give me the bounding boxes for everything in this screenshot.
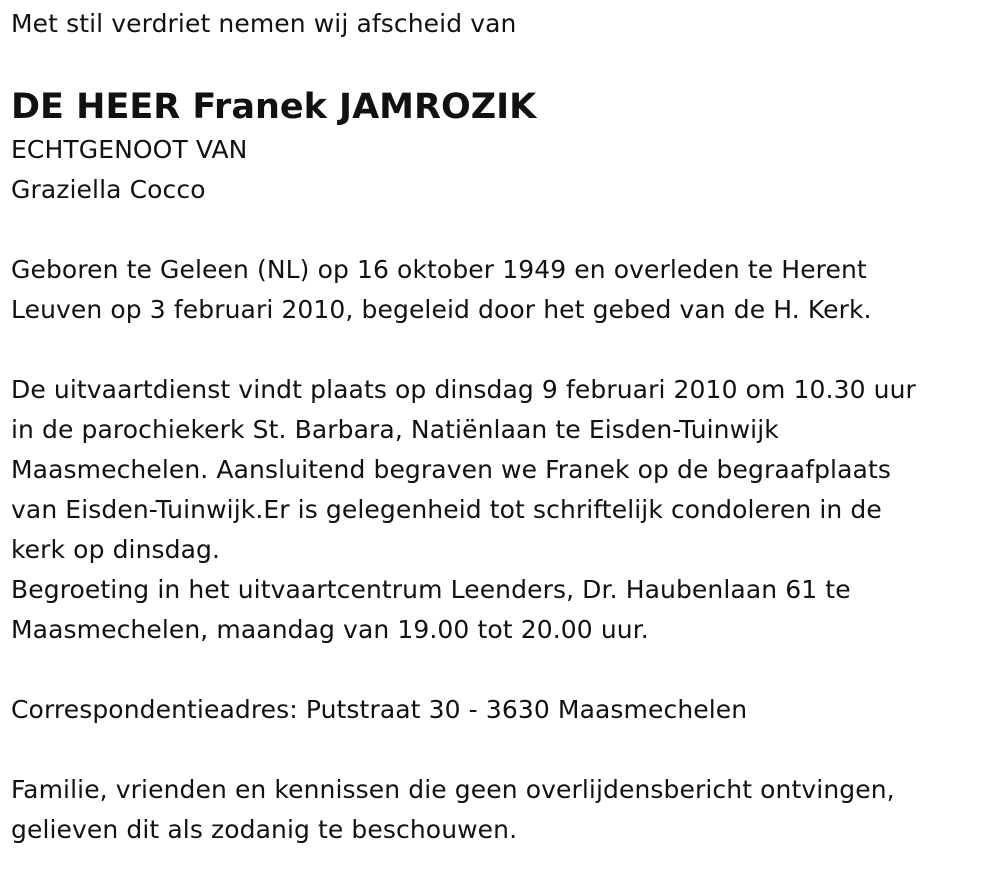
spouse-name: Graziella Cocco <box>11 175 206 204</box>
funeral-line: kerk op dinsdag. <box>11 535 221 564</box>
funeral-line: Begroeting in het uitvaartcentrum Leenders, Dr. Haubenlaan 61 te <box>11 575 851 604</box>
spacer <box>11 44 991 84</box>
funeral-line: in de parochiekerk St. Barbara, Natiënlaan te Eisden-Tuinwijk <box>11 415 779 444</box>
intro-text: Met stil verdriet nemen wij afscheid van <box>11 9 517 38</box>
spacer <box>11 210 991 250</box>
spouse-label: ECHTGENOOT VAN <box>11 135 248 164</box>
birth-death-line: Geboren te Geleen (NL) op 16 oktober 1949 en overleden te Herent <box>11 255 867 284</box>
funeral-line: van Eisden-Tuinwijk.Er is gelegenheid tot schriftelijk condoleren in de <box>11 495 882 524</box>
spacer <box>11 730 991 770</box>
spacer <box>11 330 991 370</box>
funeral-line: De uitvaartdienst vindt plaats op dinsdag 9 februari 2010 om 10.30 uur <box>11 375 916 404</box>
closing-line: gelieven dit als zodanig te beschouwen. <box>11 815 518 844</box>
deceased-name: DE HEER Franek JAMROZIK <box>11 87 537 127</box>
closing-line: Familie, vrienden en kennissen die geen overlijdensbericht ontvingen, <box>11 775 895 804</box>
funeral-line: Maasmechelen, maandag van 19.00 tot 20.00 uur. <box>11 615 649 644</box>
obituary-notice <box>11 4 991 850</box>
spacer <box>11 650 991 690</box>
funeral-line: Maasmechelen. Aansluitend begraven we Franek op de begraafplaats <box>11 455 891 484</box>
correspondence-address: Correspondentieadres: Putstraat 30 - 3630 Maasmechelen <box>11 695 748 724</box>
birth-death-line: Leuven op 3 februari 2010, begeleid door het gebed van de H. Kerk. <box>11 295 872 324</box>
